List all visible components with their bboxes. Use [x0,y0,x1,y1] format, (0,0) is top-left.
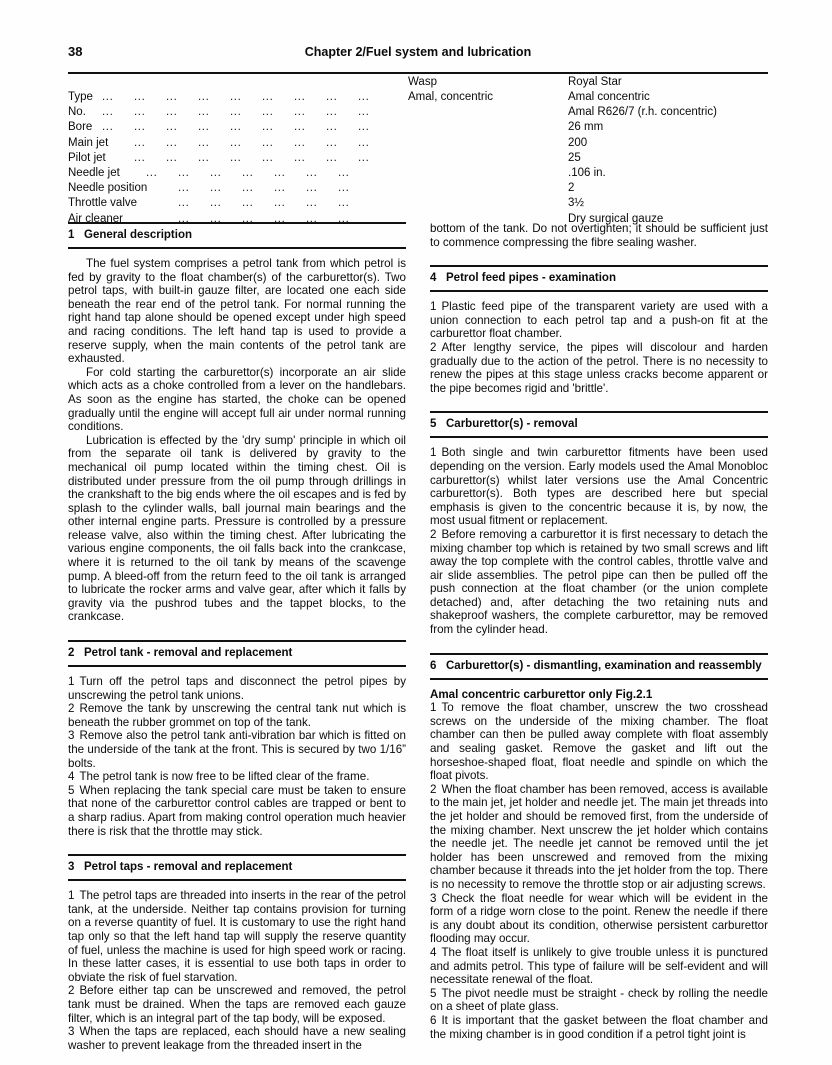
leader-dots: ... [274,212,286,225]
section-title: Petrol taps - removal and replacement [84,861,293,874]
leader-dots: ... [294,151,306,164]
leader-dots: ... [326,106,338,119]
leader-dots: ... [102,91,114,103]
item-number: 2 [430,340,437,354]
leader-dots: ... [338,182,350,195]
item-number: 3 [68,1025,75,1039]
item-number: 1 [68,675,75,689]
list-item [430,1014,768,1041]
leader-dots: ... [326,121,338,134]
leader-dots: ... [294,91,306,103]
leader-dots: ... [358,136,370,149]
leader-dots: ... [294,121,306,134]
spec-value: 25 [568,151,581,164]
spec-column-heading: Wasp [408,75,437,88]
leader-dots: ... [102,106,114,119]
item-number: 1 [430,300,437,314]
section-heading-4 [430,265,768,292]
leader-dots: ... [178,166,190,179]
leader-dots: ... [262,136,274,149]
leader-dots: ... [178,182,190,195]
list-item [68,729,406,770]
section-number: 1 [68,229,75,241]
leader-dots: ... [306,212,318,225]
leader-dots: ... [134,151,146,164]
spec-value [408,105,493,120]
leader-dots: ... [338,197,350,210]
leader-dots: ... [338,166,350,179]
spec-value: 3½ [568,197,584,210]
leader-dots: ... [166,106,178,119]
list-item [430,300,768,341]
item-number: 2 [68,984,75,998]
item-number: 5 [430,986,437,1000]
spec-label: Throttle valve [68,197,138,210]
leader-dots: ... [242,197,254,210]
spec-value: 2 [568,182,575,195]
item-number: 5 [68,783,75,797]
item-text: To remove the float chamber, unscrew the two crosshead screws on the underside of the mixing chamber. The float chamber can then be pulled away complete with float assembly and sealing gasket. Remove the gasket and lift out the horseshoe-shaped float, float needle and spindle on which the float pivots. [430,701,768,783]
item-number: 1 [68,889,75,903]
leader-dots: ... [198,136,210,149]
item-text: It is important that the gasket between the float chamber and the mixing chamber is in good condition if a petrol tight joint is [430,1013,768,1041]
leader-dots: ... [198,151,210,164]
leader-dots: ... [230,121,242,134]
section-number: 5 [430,418,437,431]
spec-labels [68,90,408,227]
item-text: When the taps are replaced, each should have a new sealing washer to prevent leakage from the threaded insert in the [68,1025,406,1052]
list-item [430,892,768,946]
item-number: 1 [430,446,437,460]
table-row [68,181,408,196]
table-row [68,90,408,105]
section-number: 4 [430,272,437,285]
table-row [68,105,408,120]
leader-dots: ... [326,91,338,103]
paragraph: For cold starting the carburettor(s) incorporate an air slide which acts as a choke controlled from a lever on the handlebars. As soon as the engine has started, the choke can be opened gradually until the engine will accept full air under normal running conditions. [68,365,406,434]
spec-value [408,136,493,151]
item-number: 1 [430,701,437,715]
body-column-left [68,222,406,1052]
item-text: Before either tap can be unscrewed and removed, the petrol tank must be drained. When the taps are removed each gauze filter, which is an integral part of the tap body, will be exposed. [68,984,406,1025]
spec-label: Needle jet [68,166,120,179]
leader-dots: ... [198,121,210,134]
list-item [430,341,768,395]
leader-dots: ... [210,166,222,179]
item-text: Plastic feed pipe of the transparent variety are used with a union connection to each petrol tap and a push-on fit at the carburettor float chamber. [430,300,768,341]
header-divider [68,72,768,74]
spec-value [408,181,493,196]
item-text: Turn off the petrol taps and disconnect the petrol pipes by unscrewing the petrol tank unions. [68,675,406,702]
section-heading-2 [68,640,406,667]
spec-label: Needle position [68,182,148,195]
section-number: 2 [68,647,75,660]
leader-dots: ... [338,212,350,225]
section-number: 3 [68,861,75,874]
leader-dots: ... [230,151,242,164]
spec-value [408,120,493,135]
spec-value: .106 in. [568,166,606,179]
section-number: 6 [430,659,437,672]
spec-column-wasp [408,75,493,227]
item-text: Remove also the petrol tank anti-vibration bar which is fitted on the underside of the tank at the front. This is secured by two 1/16” bolts. [68,729,406,770]
section-title: Carburettor(s) - dismantling, examination and reassembly [446,659,762,672]
leader-dots: ... [326,136,338,149]
leader-dots: ... [262,151,274,164]
spec-label: Main jet [68,136,109,149]
spec-label: No. [68,106,86,119]
item-text: When the float chamber has been removed, access is available to the main jet, jet holder and needle jet. The main jet threads into the jet holder and should be removed first, from the underside of the mixing chamber. Next unscrew the jet holder which contains the needle jet. The needle jet cannot be removed until the jet holder has been unscrewed and removed from the mixing chamber because it threads into the jet holder from the top. There is no necessity to remove the throttle stop or air adjusting screws. [430,782,768,891]
leader-dots: ... [102,121,114,134]
list-item [430,701,768,783]
spec-column-royal-star [568,75,717,227]
table-row [68,166,408,181]
spec-label: Type [68,91,93,103]
list-item [430,987,768,1014]
leader-dots: ... [178,212,190,225]
leader-dots: ... [166,136,178,149]
item-number: 6 [430,1013,437,1027]
item-text: The petrol tank is now free to be lifted clear of the frame. [79,770,370,784]
list-item [68,984,406,1025]
list-item [430,446,768,528]
list-item [68,784,406,838]
leader-dots: ... [230,136,242,149]
leader-dots: ... [146,166,158,179]
list-item [68,889,406,984]
leader-dots: ... [358,106,370,119]
leader-dots: ... [358,121,370,134]
item-number: 3 [430,891,437,905]
section-heading-3 [68,854,406,881]
chapter-title: Chapter 2/Fuel system and lubrication [304,45,532,59]
list-item [430,528,768,637]
item-number: 4 [68,770,75,784]
leader-dots: ... [242,182,254,195]
leader-dots: ... [198,91,210,103]
leader-dots: ... [274,197,286,210]
spec-label: Air cleaner [68,212,123,225]
section-heading-5 [430,411,768,438]
spec-value: Amal concentric [568,91,650,103]
leader-dots: ... [166,91,178,103]
section-title: Petrol feed pipes - examination [446,272,616,285]
leader-dots: ... [262,91,274,103]
leader-dots: ... [306,166,318,179]
leader-dots: ... [134,136,146,149]
item-text: Before removing a carburettor it is first necessary to detach the mixing chamber top which is retained by two small screws and lift away the top complete with the control cables, throttle valve and air slide assemblies. The petrol pipe can then be pulled off the push connection at the float chamber (or the union complete detached) and, after detaching the two retaining nuts and shakeproof washers, the complete carburettor, may be removed from the cylinder head. [430,527,768,637]
section-title: Carburettor(s) - removal [446,418,578,431]
leader-dots: ... [166,121,178,134]
item-text: The petrol taps are threaded into inserts in the rear of the petrol tank, at the underside. Neither tap contains provision for turning on a reverse quantity of fuel. It is customary to use the right hand tap only so that the left hand tap will supply the reserve quantity of fuel, unless the machine is used for high speed work or racing. In these latter cases, it is essential to use both taps in order to obviate the risk of fuel starvation. [68,889,406,984]
leader-dots: ... [210,182,222,195]
section-heading-1 [68,222,406,249]
leader-dots: ... [242,212,254,225]
subsection-heading: Amal concentric carburettor only Fig.2.1 [430,687,653,701]
item-text: After lengthy service, the pipes will discolour and harden gradually due to the action of the petrol. There is no necessity to renew the pipes at this stage unless cracks become apparent or the pipe becomes rigid and 'brittle'. [430,340,768,395]
table-row [68,120,408,135]
leader-dots: ... [306,182,318,195]
page-header [68,44,768,70]
item-number: 3 [68,729,75,743]
leader-dots: ... [230,106,242,119]
list-item [430,783,768,892]
spec-value [408,166,493,181]
table-row [68,136,408,151]
leader-dots: ... [294,136,306,149]
spec-value [408,196,493,211]
leader-dots: ... [134,106,146,119]
spec-column-heading: Royal Star [568,75,622,88]
paragraph: Lubrication is effected by the 'dry sump' principle in which oil from the separate oil tank is delivered by gravity to the mechanical oil pump located within the timing chest. Oil is distributed under pressure from the oil pump through drillings in the crankshaft to the big ends where the oil escapes and is fed by splash to the cylinder walls, ball journal main bearings and the other internal engine parts. Pressure is controlled by a pressure release valve, also within the timing chest. After lubricating the various engine components, the oil falls back into the crankcase, where it is returned to the oil tank by means of the scavenge pump. A bleed-off from the return feed to the oil tank is arranged to lubricate the rocker arms and valve gear, after which it falls by gravity via the pushrod tubes and the tappet blocks, to the crankcase. [68,433,406,624]
paragraph: The fuel system comprises a petrol tank from which petrol is fed by gravity to the float chamber(s) of the carburettor(s). Two petrol taps, with built-in gauze filter, are located one each side beneath the rear end of the petrol tank. For normal running the right hand tap alone should be opened except under high speed and racing conditions. The left hand tap is used to provide a reserve supply, when the main contents of the petrol tank are exhausted. [68,257,406,366]
leader-dots: ... [166,151,178,164]
item-number: 2 [430,782,437,796]
leader-dots: ... [178,197,190,210]
item-number: 2 [430,527,437,541]
item-text: The pivot needle must be straight - check by rolling the needle on a sheet of plate glass. [430,986,768,1014]
leader-dots: ... [230,91,242,103]
list-item [430,946,768,987]
spec-value [408,151,493,166]
leader-dots: ... [210,197,222,210]
leader-dots: ... [274,182,286,195]
item-text: The float itself is unlikely to give trouble unless it is punctured and admits petrol. This type of failure will be self-evident and will necessitate renewal of the float. [430,945,768,987]
item-number: 4 [430,945,437,959]
item-number: 2 [68,702,75,716]
leader-dots: ... [326,151,338,164]
spec-value: Amal, concentric [408,91,494,103]
table-row [68,196,408,211]
spec-label: Bore [68,121,93,134]
leader-dots: ... [262,106,274,119]
spec-value: 26 mm [568,121,604,134]
leader-dots: ... [262,121,274,134]
leader-dots: ... [358,151,370,164]
item-text: When replacing the tank special care must be taken to ensure that none of the carburettor control cables are trapped or bent to a sharp radius. Apart from making control operation much heavier there is risk that the throttle may stick. [68,783,406,838]
item-text: Check the float needle for wear which will be evident in the form of a ridge worn close to the point. Renew the needle if there is any doubt about its condition, otherwise persistent carburettor flooding may occur. [430,891,768,946]
leader-dots: ... [358,91,370,103]
table-row [68,151,408,166]
section-heading-6 [430,653,768,680]
spec-value: 200 [568,136,588,149]
spec-value: Amal R626/7 (r.h. concentric) [568,106,717,119]
leader-dots: ... [274,166,286,179]
leader-dots: ... [198,106,210,119]
item-text: Both single and twin carburettor fitments have been used depending on the version. Early models used the Amal Monobloc carburettor(s) whilst later versions use the Amal Concentric carburettor(s). Both types are described here but special emphasis is given to the concentric because it is, by now, the most usual fitment or replacement. [430,446,768,528]
leader-dots: ... [134,121,146,134]
leader-dots: ... [306,197,318,210]
leader-dots: ... [294,106,306,119]
leader-dots: ... [134,91,146,103]
list-item [68,770,406,784]
paragraph-continuation: bottom of the tank. Do not overtighten; it should be sufficient just to commence compressing the fibre sealing washer. [430,222,768,249]
item-text: Remove the tank by unscrewing the central tank nut which is beneath the rubber grommet on top of the tank. [68,702,406,729]
page-number: 38 [68,44,83,59]
spec-value: Dry surgical gauze [568,212,664,225]
section-title: Petrol tank - removal and replacement [84,647,293,660]
leader-dots: ... [210,212,222,225]
section-title: General description [84,229,193,241]
list-item [68,675,406,702]
spec-label: Pilot jet [68,151,106,164]
body-column-right [430,222,768,1041]
leader-dots: ... [242,166,254,179]
list-item [68,1025,406,1052]
list-item [68,702,406,729]
